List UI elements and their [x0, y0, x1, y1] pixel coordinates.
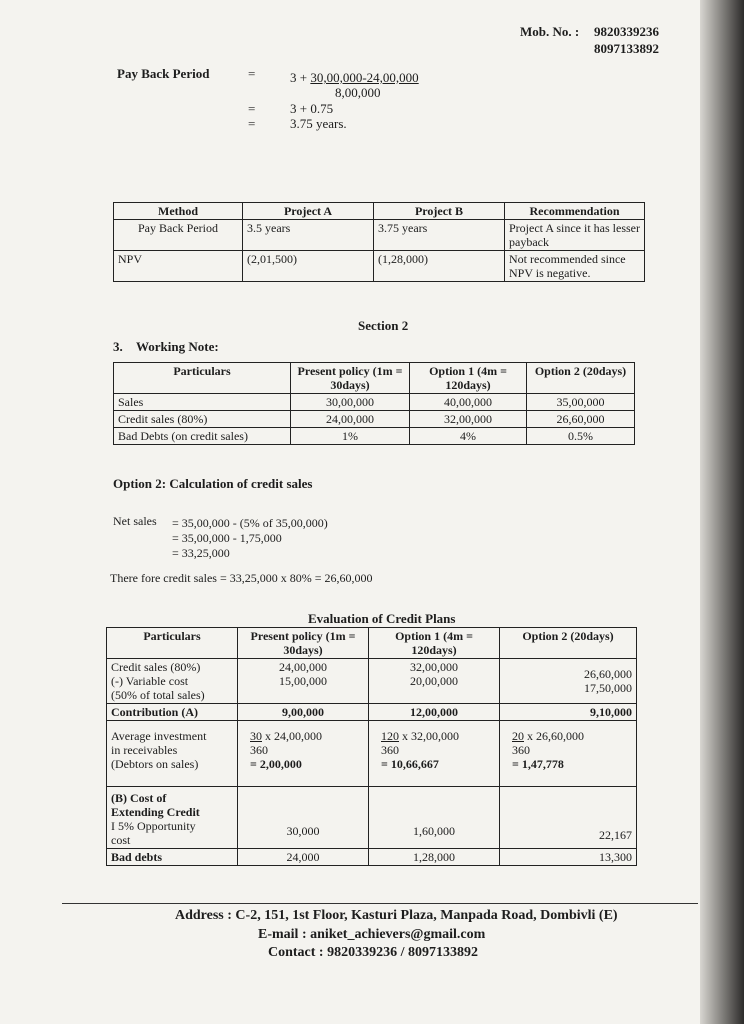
table-cell: 1,28,000 [369, 849, 500, 866]
table-header-row [114, 363, 635, 394]
table-cell: 35,00,000 [527, 394, 635, 411]
table-cell: 30,00,000 [291, 394, 410, 411]
table-cell [107, 787, 238, 849]
table-header-cell: Project A [243, 203, 374, 220]
table-cell: Contribution (A) [107, 704, 238, 721]
cell-value: 15,00,000 [279, 674, 327, 688]
table-cell: 13,300 [500, 849, 637, 866]
table-cell: 3.5 years [243, 220, 374, 251]
cell-value: 17,50,000 [584, 681, 632, 695]
table-cell: 40,00,000 [410, 394, 527, 411]
table-cell: Not recommended since NPV is negative. [505, 251, 645, 282]
row-label: Average investment [111, 729, 207, 743]
table-header-cell: Method [114, 203, 243, 220]
row-label: (-) Variable cost [111, 674, 189, 688]
cell-value: 20,00,000 [410, 674, 458, 688]
scan-page-edge [700, 0, 744, 1024]
table-cell [107, 659, 238, 704]
table-header-row [107, 628, 637, 659]
table-cell: Pay Back Period [114, 220, 243, 251]
table-row [114, 394, 635, 411]
fraction-result: = 10,66,667 [381, 757, 439, 771]
working-note-title: Working Note: [136, 339, 219, 354]
table-row [107, 704, 637, 721]
table-header-cell: Option 2 (20days) [500, 628, 637, 659]
equals-sign: = [248, 101, 256, 116]
payback-line-1: 3 + 30,00,000-24,00,000 [290, 70, 419, 85]
table-row [107, 659, 637, 704]
table-cell: 22,167 [500, 787, 637, 849]
mobile-label: Mob. No. : [520, 24, 580, 39]
table-cell: 0.5% [527, 428, 635, 445]
table-cell: Project A since it has lesser payback [505, 220, 645, 251]
table-header-cell: Project B [374, 203, 505, 220]
fraction-denominator: 360 [250, 743, 268, 757]
table-cell: 26,60,000 [527, 411, 635, 428]
fraction-line: 30 x 24,00,000 [250, 729, 322, 743]
fraction-denominator: 360 [381, 743, 399, 757]
fraction-line: 120 x 32,00,000 [381, 729, 459, 743]
cell-value: 26,60,000 [584, 667, 632, 681]
table-row [114, 411, 635, 428]
row-label: (B) Cost of [111, 791, 167, 805]
footer-divider [62, 903, 698, 904]
option2-heading: Option 2: Calculation of credit sales [113, 476, 313, 491]
mobile-number-2: 8097133892 [594, 41, 659, 56]
footer-contact: Contact : 9820339236 / 8097133892 [268, 945, 478, 960]
table-header-cell: Option 1 (4m = 120days) [410, 363, 527, 394]
fraction-denominator: 360 [512, 743, 530, 757]
fraction-line: 20 x 26,60,000 [512, 729, 584, 743]
net-sales-line-2: = 35,00,000 - 1,75,000 [172, 531, 282, 545]
table-header-row [114, 203, 645, 220]
table-cell: 9,00,000 [238, 704, 369, 721]
row-label: in receivables [111, 743, 178, 757]
summary-table [113, 202, 645, 282]
table-cell: 32,00,000 [410, 411, 527, 428]
table-row [114, 428, 635, 445]
table-row [107, 721, 637, 787]
row-label: (Debtors on sales) [111, 757, 199, 771]
table-header-cell: Present policy (1m = 30days) [238, 628, 369, 659]
table-cell: 24,000 [238, 849, 369, 866]
table-cell [238, 721, 369, 787]
mobile-number-1: 9820339236 [594, 24, 659, 39]
table-cell [500, 721, 637, 787]
net-sales-line-1: = 35,00,000 - (5% of 35,00,000) [172, 516, 328, 530]
row-label: (50% of total sales) [111, 688, 205, 702]
table-cell: Credit sales (80%) [114, 411, 291, 428]
table-cell: Bad debts [107, 849, 238, 866]
table-header-cell: Particulars [114, 363, 291, 394]
payback-line-3: 3.75 years. [290, 116, 347, 131]
table-row [114, 220, 645, 251]
working-note-number: 3. [113, 339, 123, 354]
eval-table-title: Evaluation of Credit Plans [308, 611, 456, 626]
equals-sign: = [248, 66, 256, 81]
table-cell: 24,00,000 [291, 411, 410, 428]
credit-sales-result: There fore credit sales = 33,25,000 x 80% = 26,60,000 [110, 571, 373, 585]
table-cell [238, 659, 369, 704]
table-row [107, 787, 637, 849]
cell-value: 24,00,000 [279, 660, 327, 674]
table-cell [369, 721, 500, 787]
row-label: Extending Credit [111, 805, 200, 819]
row-label: Credit sales (80%) [111, 660, 201, 674]
table-cell [500, 659, 637, 704]
table-cell [107, 721, 238, 787]
table-row [114, 251, 645, 282]
table-header-cell: Option 2 (20days) [527, 363, 635, 394]
table-cell: NPV [114, 251, 243, 282]
table-cell: (2,01,500) [243, 251, 374, 282]
net-sales-line-3: = 33,25,000 [172, 546, 230, 560]
fraction-result: = 1,47,778 [512, 757, 564, 771]
table-cell: 1% [291, 428, 410, 445]
table-header-cell: Option 1 (4m = 120days) [369, 628, 500, 659]
table-cell: 12,00,000 [369, 704, 500, 721]
table-header-cell: Present policy (1m = 30days) [291, 363, 410, 394]
table-cell: 4% [410, 428, 527, 445]
table-cell: 3.75 years [374, 220, 505, 251]
table-cell: 9,10,000 [500, 704, 637, 721]
row-label: I 5% Opportunity [111, 819, 196, 833]
payback-denominator: 8,00,000 [335, 85, 381, 100]
payback-line-2: 3 + 0.75 [290, 101, 334, 116]
footer-email: E-mail : aniket_achievers@gmail.com [258, 927, 486, 942]
net-sales-label: Net sales [113, 514, 157, 528]
payback-label: Pay Back Period [117, 66, 210, 81]
table-cell: 30,000 [238, 787, 369, 849]
table-header-cell: Recommendation [505, 203, 645, 220]
table-cell: Sales [114, 394, 291, 411]
table-header-cell: Particulars [107, 628, 238, 659]
table-cell [369, 659, 500, 704]
working-note-table [113, 362, 635, 445]
footer-address: Address : C-2, 151, 1st Floor, Kasturi Plaza, Manpada Road, Dombivli (E) [175, 908, 618, 923]
evaluation-table [106, 627, 637, 866]
table-cell: 1,60,000 [369, 787, 500, 849]
row-label: cost [111, 833, 131, 847]
table-row [107, 849, 637, 866]
table-cell: (1,28,000) [374, 251, 505, 282]
equals-sign: = [248, 116, 256, 131]
fraction-result: = 2,00,000 [250, 757, 302, 771]
table-cell: Bad Debts (on credit sales) [114, 428, 291, 445]
cell-value: 32,00,000 [410, 660, 458, 674]
section-title: Section 2 [358, 318, 409, 333]
